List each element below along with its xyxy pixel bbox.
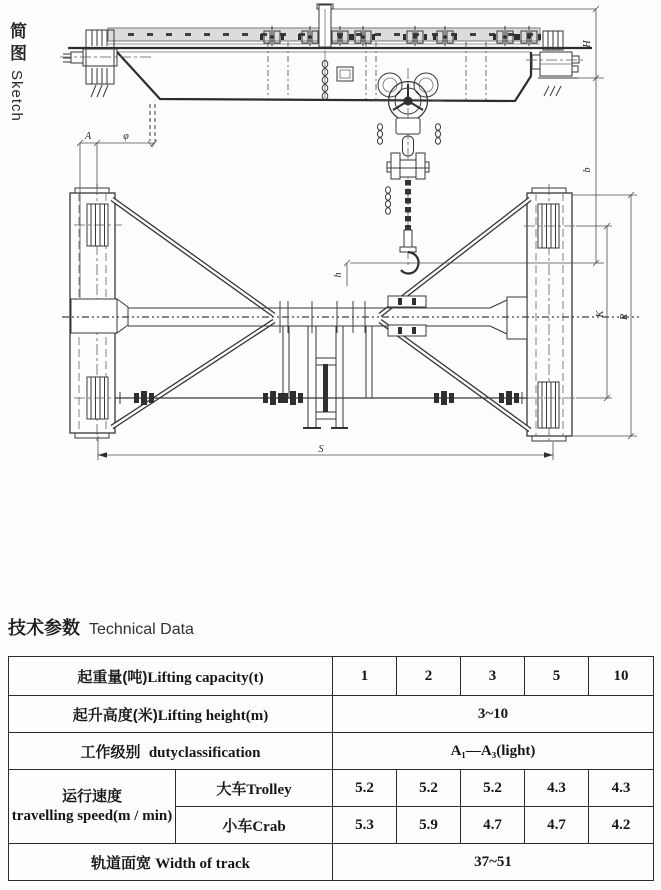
trolley-speed-value: 5.2 [461,770,525,807]
elevation-view [60,4,592,273]
tech-title-chinese: 技术参数 [8,618,80,638]
tech-title-english: Technical Data [89,621,194,638]
row-label-duty-classification: 工作级别 dutyclassification [9,733,333,770]
width-of-track-value: 37~51 [333,844,654,881]
capacity-value: 5 [525,657,589,696]
travel-drive-unit [283,326,372,428]
row-label-lifting-height: 起升高度(米)Lifting height(m) [9,696,333,733]
dim-label-h: h [333,272,344,278]
plan-view [62,184,640,444]
dim-label-R: R [619,313,630,321]
dim-label-K: K [595,310,606,318]
crab-speed-value: 4.7 [461,807,525,844]
hoist-trolley [372,68,444,273]
technical-data-table-wrap [8,656,653,881]
crab-speed-value: 4.2 [589,807,654,844]
duty-classification-value: A₁—A₃(light) [333,733,654,770]
capacity-value: 10 [589,657,654,696]
capacity-value: 1 [333,657,397,696]
sketch-label-chinese: 简图 [7,22,26,66]
row-label-crab: 小车Crab [176,807,333,844]
drive-shaft [115,391,527,405]
dim-label-S: S [318,444,324,455]
tie-rods [268,42,486,100]
crab-speed-value: 4.7 [525,807,589,844]
dim-label-H: H [582,40,593,48]
capacity-value: 2 [397,657,461,696]
row-label-lifting-capacity: 起重量(吨)Lifting capacity(t) [9,657,333,696]
left-hand-chain [148,104,156,147]
trolley-speed-value: 4.3 [589,770,654,807]
row-label-travelling-speed: 运行速度 travelling speed(m / min) [9,770,176,844]
lifting-height-value: 3~10 [333,696,654,733]
row-label-width-of-track: 轨道面宽 Width of track [9,844,333,881]
trolley-speed-value: 5.2 [333,770,397,807]
trolley-speed-value: 4.3 [525,770,589,807]
row-label-trolley: 大车Trolley [176,770,333,807]
technical-data-table [8,656,654,881]
sketch-label-english: Sketch [8,70,25,123]
crab-speed-value: 5.9 [397,807,461,844]
trolley-speed-value: 5.2 [397,770,461,807]
capacity-value: 3 [461,657,525,696]
diagonal-braces [112,199,530,430]
dim-label-A: A [84,131,92,142]
crab-speed-value: 5.3 [333,807,397,844]
dim-label-phi: φ [123,131,129,142]
technical-data-title [8,614,194,640]
dim-label-b: b [582,167,593,173]
